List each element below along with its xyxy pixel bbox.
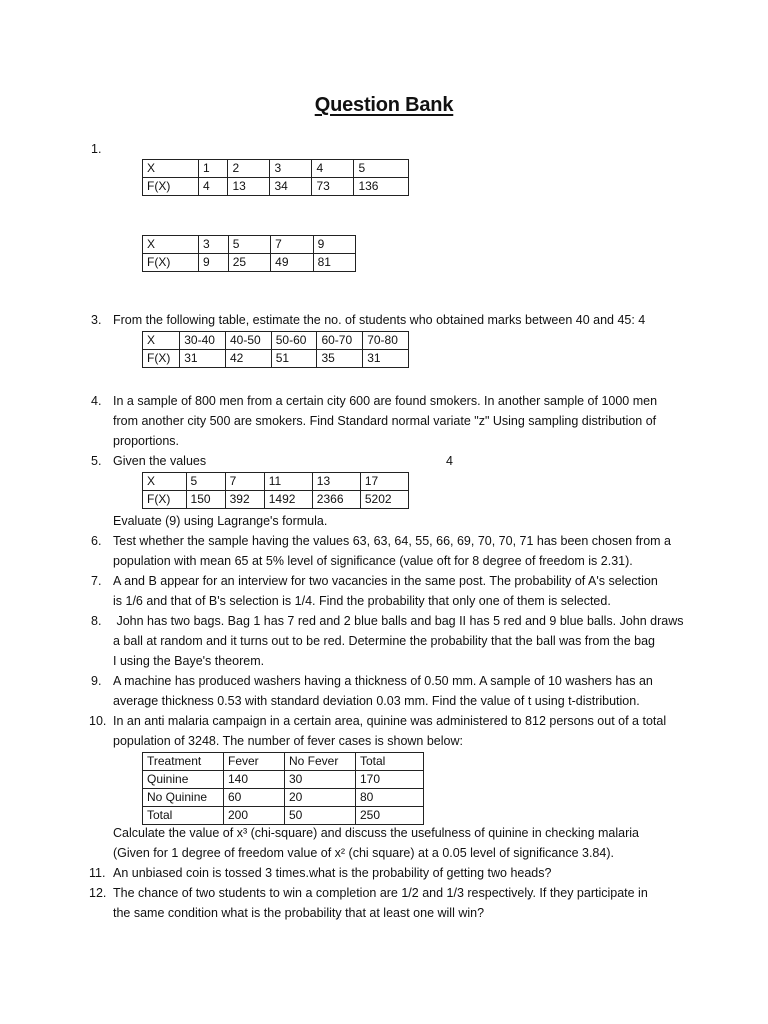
table-cell: 5: [186, 473, 225, 491]
question-12-number: 12.: [89, 886, 107, 900]
table-cell: 17: [360, 473, 408, 491]
question-3-table: [142, 331, 409, 368]
table-cell: Quinine: [143, 771, 224, 789]
table-cell: 50-60: [271, 332, 317, 350]
table-cell: F(X): [143, 178, 199, 196]
question-5-table: [142, 472, 409, 509]
text-line: I using the Baye's theorem.: [113, 654, 265, 668]
table-cell: 30: [285, 771, 356, 789]
question-12-text: [113, 883, 648, 923]
table-cell: 51: [271, 350, 317, 368]
question-5-after: Evaluate (9) using Lagrange's formula.: [113, 514, 328, 528]
table-cell: 30-40: [180, 332, 226, 350]
table-cell: 140: [224, 771, 285, 789]
table-row: [143, 789, 424, 807]
table-cell: Fever: [224, 753, 285, 771]
table-cell: 9: [199, 254, 229, 272]
table-cell: F(X): [143, 491, 187, 509]
text-line: In an anti malaria campaign in a certain area, quinine was administered to 812 persons out of a total: [113, 714, 667, 728]
table-cell: X: [143, 236, 199, 254]
text-line: a ball at random and it turns out to be red. Determine the probability that the ball was from the bag: [113, 634, 655, 648]
question-6-number: 6.: [91, 534, 102, 548]
table-cell: 35: [317, 350, 363, 368]
table-cell: 250: [356, 807, 424, 825]
table-row: [143, 254, 356, 272]
table-cell: 392: [225, 491, 264, 509]
table-cell: 5: [228, 236, 270, 254]
table-row: [143, 473, 409, 491]
text-line: Calculate the value of x³ (chi-square) and discuss the usefulness of quinine in checking malaria: [113, 826, 639, 840]
table-cell: Treatment: [143, 753, 224, 771]
table-cell: 3: [270, 160, 312, 178]
table-cell: 11: [264, 473, 312, 491]
question-4-number: 4.: [91, 394, 102, 408]
table-cell: 5: [354, 160, 409, 178]
table-cell: 60: [224, 789, 285, 807]
text-line: average thickness 0.53 with standard deviation 0.03 mm. Find the value of t using t-distribution.: [113, 694, 640, 708]
table-cell: 4: [312, 160, 354, 178]
text-line: John has two bags. Bag 1 has 7 red and 2 blue balls and bag II has 5 red and 9 blue balls. John draws: [113, 614, 684, 628]
table-cell: 42: [225, 350, 271, 368]
page-title: Question Bank: [314, 94, 454, 116]
table-cell: 20: [285, 789, 356, 807]
table-cell: 50: [285, 807, 356, 825]
table-cell: 60-70: [317, 332, 363, 350]
question-1-table-b: [142, 235, 356, 272]
table-cell: 73: [312, 178, 354, 196]
question-1-number: 1.: [91, 142, 102, 156]
text-line: A machine has produced washers having a thickness of 0.50 mm. A sample of 10 washers has an: [113, 674, 653, 688]
table-cell: 2366: [312, 491, 360, 509]
table-cell: F(X): [143, 254, 199, 272]
text-line: The chance of two students to win a completion are 1/2 and 1/3 respectively. If they participate in: [113, 886, 648, 900]
table-cell: 40-50: [225, 332, 271, 350]
table-cell: No Fever: [285, 753, 356, 771]
table-row: [143, 491, 409, 509]
table-cell: 31: [363, 350, 409, 368]
table-row: [143, 753, 424, 771]
table-cell: 7: [225, 473, 264, 491]
table-cell: 1492: [264, 491, 312, 509]
table-cell: 25: [228, 254, 270, 272]
text-line: In a sample of 800 men from a certain city 600 are found smokers. In another sample of 1000 men: [113, 394, 658, 408]
question-10-table: [142, 752, 424, 825]
text-line: from another city 500 are smokers. Find Standard normal variate "z" Using sampling distribution of: [113, 414, 657, 428]
table-cell: X: [143, 332, 180, 350]
table-cell: 31: [180, 350, 226, 368]
question-9-number: 9.: [91, 674, 102, 688]
text-line: population with mean 65 at 5% level of significance (value oft for 8 degree of freedom is 2.31).: [113, 554, 633, 568]
question-10-after: [113, 823, 639, 863]
table-cell: 5202: [360, 491, 408, 509]
question-10-text: [113, 711, 666, 751]
question-10-number: 10.: [89, 714, 107, 728]
table-cell: 2: [228, 160, 270, 178]
question-11-number: 11.: [89, 866, 106, 880]
question-7-number: 7.: [91, 574, 102, 588]
table-cell: 80: [356, 789, 424, 807]
table-row: [143, 160, 409, 178]
table-cell: 3: [199, 236, 229, 254]
question-1-table-a: [142, 159, 409, 196]
table-cell: Total: [356, 753, 424, 771]
table-row: [143, 807, 424, 825]
table-cell: 70-80: [363, 332, 409, 350]
table-cell: 13: [228, 178, 270, 196]
table-cell: X: [143, 160, 199, 178]
table-row: [143, 350, 409, 368]
table-row: [143, 771, 424, 789]
question-7-text: [113, 571, 658, 611]
table-cell: 81: [313, 254, 355, 272]
table-cell: No Quinine: [143, 789, 224, 807]
question-4-text: [113, 391, 657, 451]
table-row: [143, 236, 356, 254]
question-3-number: 3.: [91, 313, 102, 327]
table-cell: X: [143, 473, 187, 491]
text-line: Test whether the sample having the values 63, 63, 64, 55, 66, 69, 70, 70, 71 has been chosen from a: [113, 534, 672, 548]
table-cell: 4: [199, 178, 228, 196]
table-cell: 13: [312, 473, 360, 491]
question-5-text: Given the values: [113, 454, 207, 468]
table-cell: 49: [271, 254, 313, 272]
text-line: (Given for 1 degree of freedom value of x² (chi square) at a 0.05 level of significance 3.84).: [113, 846, 614, 860]
table-cell: 34: [270, 178, 312, 196]
table-cell: F(X): [143, 350, 180, 368]
question-5-number: 5.: [91, 454, 102, 468]
question-3-text: From the following table, estimate the no. of students who obtained marks between 40 and 45: 4: [113, 313, 646, 327]
text-line: population of 3248. The number of fever cases is shown below:: [113, 734, 463, 748]
question-8-text: [113, 611, 684, 671]
table-cell: 1: [199, 160, 228, 178]
question-8-number: 8.: [91, 614, 102, 628]
question-11-text: An unbiased coin is tossed 3 times.what is the probability of getting two heads?: [113, 866, 552, 880]
text-line: is 1/6 and that of B's selection is 1/4. Find the probability that only one of them is selected.: [113, 594, 611, 608]
question-6-text: [113, 531, 671, 571]
table-cell: 150: [186, 491, 225, 509]
table-cell: 170: [356, 771, 424, 789]
table-cell: 7: [271, 236, 313, 254]
table-cell: Total: [143, 807, 224, 825]
text-line: proportions.: [113, 434, 180, 448]
text-line: A and B appear for an interview for two vacancies in the same post. The probability of A's selection: [113, 574, 658, 588]
table-row: [143, 178, 409, 196]
text-line: the same condition what is the probability that at least one will win?: [113, 906, 485, 920]
table-cell: 200: [224, 807, 285, 825]
question-9-text: [113, 671, 653, 711]
table-cell: 9: [313, 236, 355, 254]
table-row: [143, 332, 409, 350]
question-5-marks: 4: [446, 454, 453, 468]
table-cell: 136: [354, 178, 409, 196]
